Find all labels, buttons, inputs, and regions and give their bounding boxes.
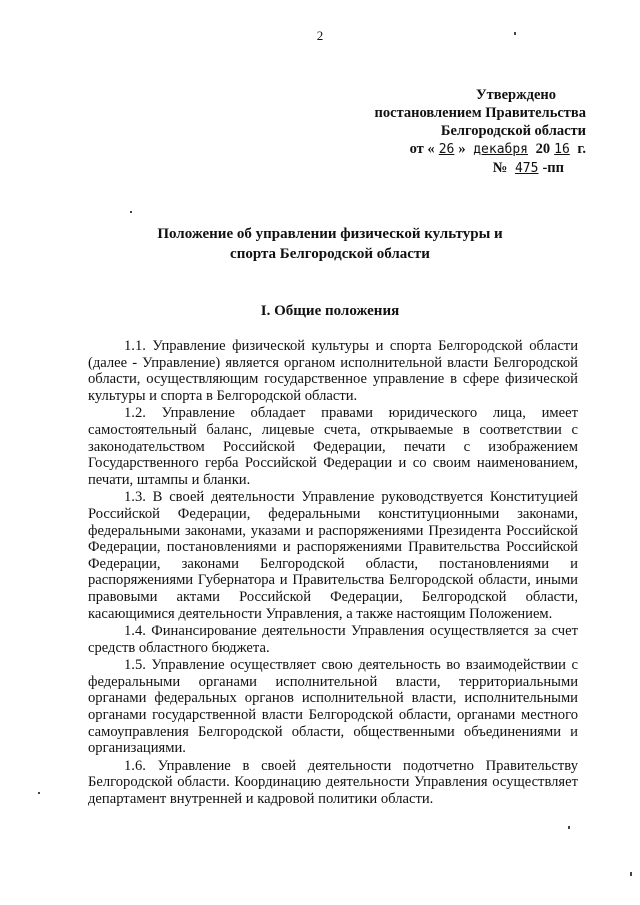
date-month: декабря <box>473 142 529 157</box>
date-year-end: г. <box>573 141 586 157</box>
scan-speck <box>630 872 632 876</box>
approval-region: Белгородской области <box>440 123 586 139</box>
document-body <box>88 338 578 809</box>
paragraph-1-2: 1.2. Управление обладает правами юридического лица, имеет самостоятельный баланс, лицевые счета, открываемые в соответствии с законодательством Российской Федерации, печати с изображением Государственного герба Российской Федерации и со своим наименованием, печати, штампы и бланки. <box>88 405 578 488</box>
section-heading: I. Общие положения <box>260 303 400 319</box>
date-year-suffix: 16 <box>554 142 570 157</box>
date-year-prefix: 20 <box>535 141 551 157</box>
approval-number <box>356 159 586 178</box>
scan-speck <box>568 826 570 829</box>
paragraph-1-4: 1.4. Финансирование деятельности Управления осуществляется за счет средств областного бюджета. <box>88 623 578 656</box>
title-line-2: спорта Белгородской области <box>230 246 430 262</box>
number-value: 475 <box>514 161 539 176</box>
approval-heading: Утверждено <box>476 87 556 103</box>
scan-speck <box>38 792 40 794</box>
paragraph-1-3: 1.3. В своей деятельности Управление руководствуется Конституцией Российской Федерации, федеральными конституционными законами, федеральными законами, указами и распоряжениями Президента Российской Федерации, постановлениями и распоряжениями Правительства Российской Федерации, законами Белгородской области, постановлениями и распоряжениями Губернатора и Правительства Белгородской области, иными правовыми актами Российской Федерации, Белгородской области, касающимися деятельности Управления, а также настоящим Положением. <box>88 489 578 622</box>
approval-date <box>356 140 586 159</box>
date-day: 26 <box>438 142 455 157</box>
approval-issuer: постановлением Правительства <box>374 105 586 121</box>
paragraph-1-6: 1.6. Управление в своей деятельности подотчетно Правительству Белгородской области. Координацию деятельности Управления осуществляет департамент внутренней и кадровой политики области. <box>88 757 578 808</box>
page-number: 2 <box>316 28 324 43</box>
date-mid: » <box>458 141 466 157</box>
number-suffix: -пп <box>542 160 564 176</box>
title-line-1: Положение об управлении физической культуры и <box>157 226 503 242</box>
paragraph-1-5: 1.5. Управление осуществляет свою деятельность во взаимодействии с федеральными органами исполнительной власти, территориальными органами федеральных органов исполнительной власти, исполнительными органами государственной власти Белгородской области, органами местного самоуправления Белгородской области, общественными объединениями и организациями. <box>88 657 578 757</box>
paragraph-1-1: 1.1. Управление физической культуры и спорта Белгородской области (далее - Управление) является органом исполнительной власти Белгородской области, осуществляющим государственное управление в сфере физической культуры и спорта в Белгородской области. <box>88 338 578 404</box>
approval-stamp <box>356 86 586 178</box>
date-prefix: от « <box>409 141 435 157</box>
number-prefix: № <box>492 160 508 176</box>
document-title <box>80 224 580 264</box>
scan-speck <box>514 32 516 35</box>
scan-speck <box>130 211 132 213</box>
